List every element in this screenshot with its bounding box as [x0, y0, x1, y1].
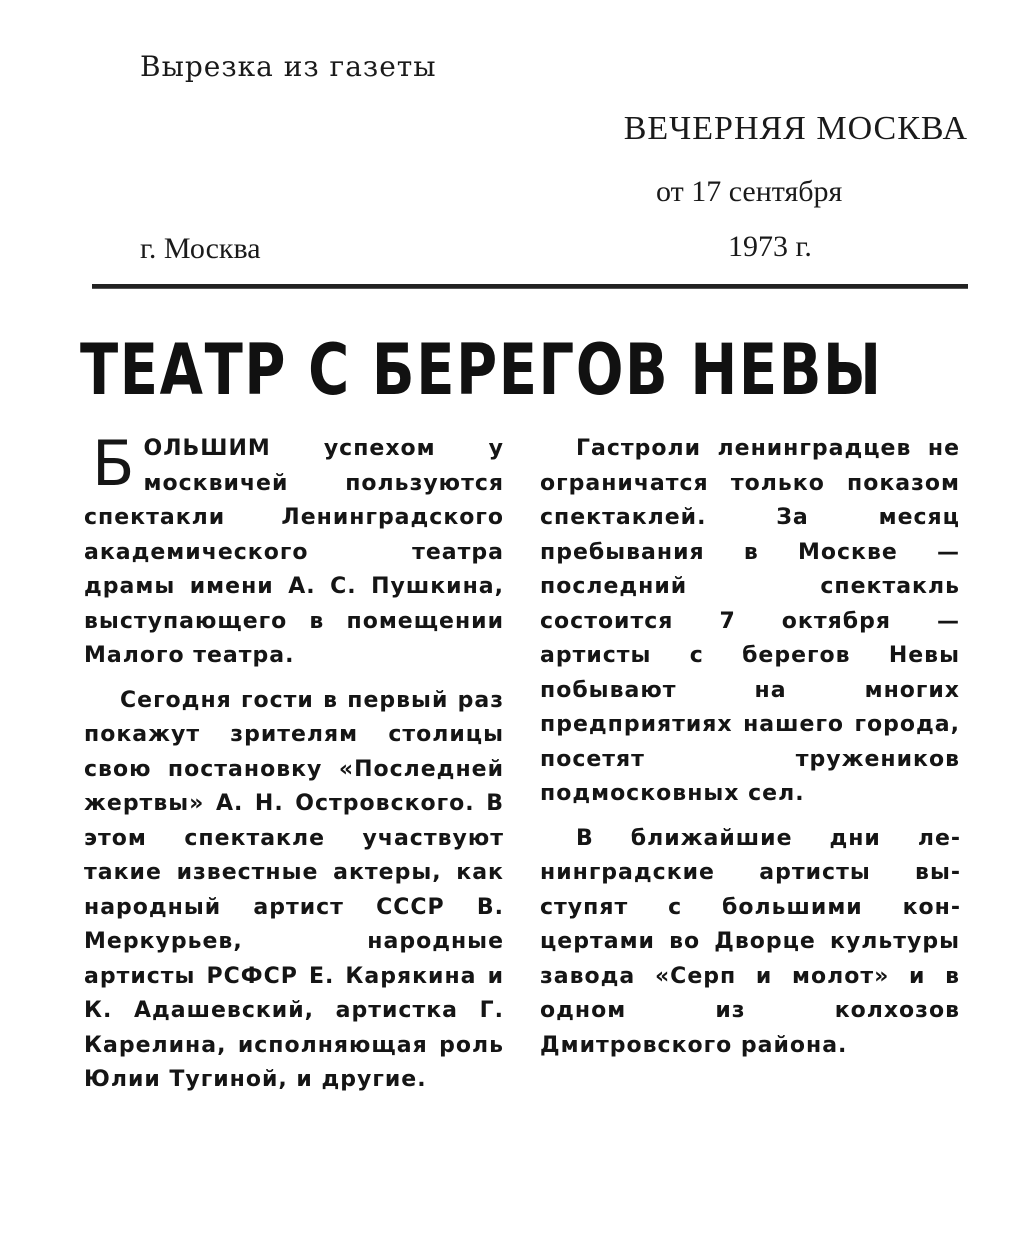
article-column-left: [84, 427, 504, 1108]
issue-date-year: 1973 г.: [728, 230, 812, 263]
article-paragraph-2: Сегодня гости в первый раз покажут зрителям столицы свою постановку «Последней жертвы» А. Н. Островского. В этом спектакле участвуют такие известные актеры, как народный артист СССР В. Меркурьев, народные артисты РСФСР Е. Карякина и К. Адашевский, артистка Г. Карелина, исполняющая роль Юлии Тугиной, и другие.: [84, 687, 504, 1092]
clipping-label: Вырезка из газеты: [140, 50, 437, 83]
newspaper-name: ВЕЧЕРНЯЯ МОСКВА: [623, 110, 968, 147]
issue-date-day: от 17 сентября: [656, 175, 843, 208]
article-paragraph-4: В ближайшие дни ленинградские артисты выступят с большими концертами во Дворце культуры завода «Серп и молот» и в одном из колхозов Дмитровского района.: [540, 825, 960, 1058]
drop-cap: Б: [92, 427, 136, 500]
city-label: г. Москва: [140, 232, 261, 265]
paragraph-1-text: ОЛЬШИМ успехом у москвичей пользуются спектакли Ленинградского академического театра драмы имени А. С. Пушкина, выступающего в помещении Малого театра.: [84, 436, 504, 668]
article-paragraph-3: Гастроли ленинградцев не ограничатся только показом спектаклей. За месяц пребывания в Москве — последний спектакль состоится 7 октября — артисты с берегов Невы побывают на многих предприятиях нашего города, посетят тружеников подмосковных сел.: [540, 436, 960, 806]
header-rule: [92, 284, 968, 289]
article-headline: ТЕАТР С БЕРЕГОВ НЕВЫ: [80, 329, 883, 411]
article-paragraph-1: [84, 427, 504, 674]
article-column-right: [540, 432, 960, 1073]
